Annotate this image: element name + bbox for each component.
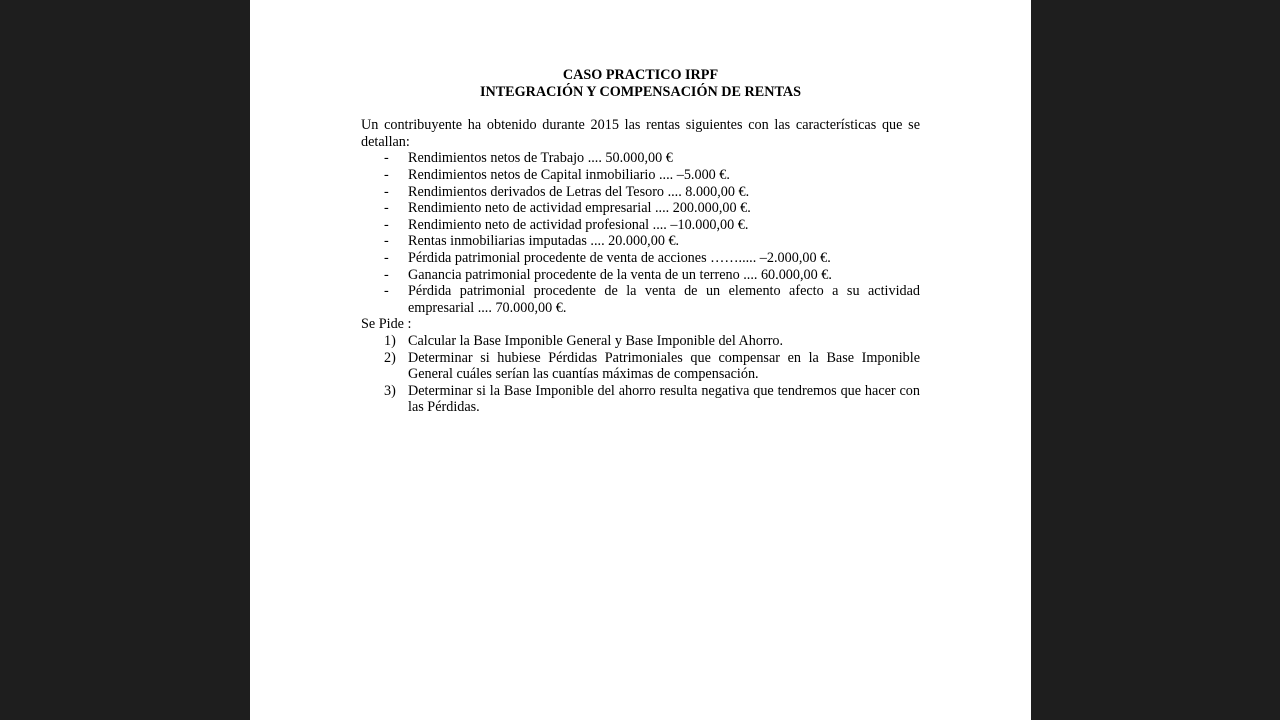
task-list — [361, 333, 920, 416]
bullet-dash: - — [384, 200, 389, 217]
task-number: 3) — [384, 382, 396, 399]
list-item — [361, 200, 920, 217]
list-item — [361, 267, 920, 284]
list-item — [361, 184, 920, 201]
list-item-text: Rendimientos derivados de Letras del Tesoro .... 8.000,00 €. — [408, 183, 750, 200]
bullet-dash: - — [384, 266, 389, 283]
bullet-dash: - — [384, 233, 389, 250]
task-item — [361, 383, 920, 416]
list-item-text: Rentas inmobiliarias imputadas .... 20.000,00 €. — [408, 233, 680, 250]
list-item — [361, 283, 920, 316]
list-item — [361, 250, 920, 267]
list-item-text: Pérdida patrimonial procedente de la venta de un elemento afecto a su actividad empresarial .... 70.000,00 €. — [408, 283, 920, 316]
task-item — [361, 333, 920, 350]
bullet-dash: - — [384, 166, 389, 183]
task-item — [361, 350, 920, 383]
list-item — [361, 167, 920, 184]
list-item — [361, 150, 920, 167]
bullet-dash: - — [384, 249, 389, 266]
bullet-dash: - — [384, 183, 389, 200]
list-item — [361, 217, 920, 234]
se-pide-heading: Se Pide : — [361, 316, 412, 333]
income-list — [361, 150, 920, 316]
list-item-text: Rendimientos netos de Trabajo .... 50.000,00 € — [408, 150, 673, 167]
task-text: Determinar si la Base Imponible del ahorro resulta negativa que tendremos que hacer con las Pérdidas. — [408, 382, 920, 416]
bullet-dash: - — [384, 216, 389, 233]
intro-paragraph: Un contribuyente ha obtenido durante 2015 las rentas siguientes con las características que se detallan: — [361, 117, 920, 150]
document-title-line-2: INTEGRACIÓN Y COMPENSACIÓN DE RENTAS — [479, 83, 802, 100]
task-text: Calcular la Base Imponible General y Base Imponible del Ahorro. — [408, 332, 784, 349]
list-item-text: Rendimiento neto de actividad profesional .... –10.000,00 €. — [408, 216, 749, 233]
list-item-text: Ganancia patrimonial procedente de la venta de un terreno .... 60.000,00 €. — [408, 266, 832, 283]
list-item-text: Rendimientos netos de Capital inmobiliario .... –5.000 €. — [408, 166, 730, 183]
bullet-dash: - — [384, 150, 389, 167]
page-content — [361, 67, 920, 416]
task-text: Determinar si hubiese Pérdidas Patrimoniales que compensar en la Base Imponible General cuáles serían las cuantías máximas de compensación. — [408, 349, 920, 383]
bullet-dash: - — [384, 283, 389, 300]
task-number: 1) — [384, 332, 396, 349]
document-page — [250, 0, 1031, 720]
task-number: 2) — [384, 349, 396, 366]
list-item-text: Rendimiento neto de actividad empresarial .... 200.000,00 €. — [408, 200, 751, 217]
list-item — [361, 233, 920, 250]
document-title-line-1: CASO PRACTICO IRPF — [562, 67, 719, 83]
list-item-text: Pérdida patrimonial procedente de venta de acciones ……..... –2.000,00 €. — [408, 249, 831, 266]
